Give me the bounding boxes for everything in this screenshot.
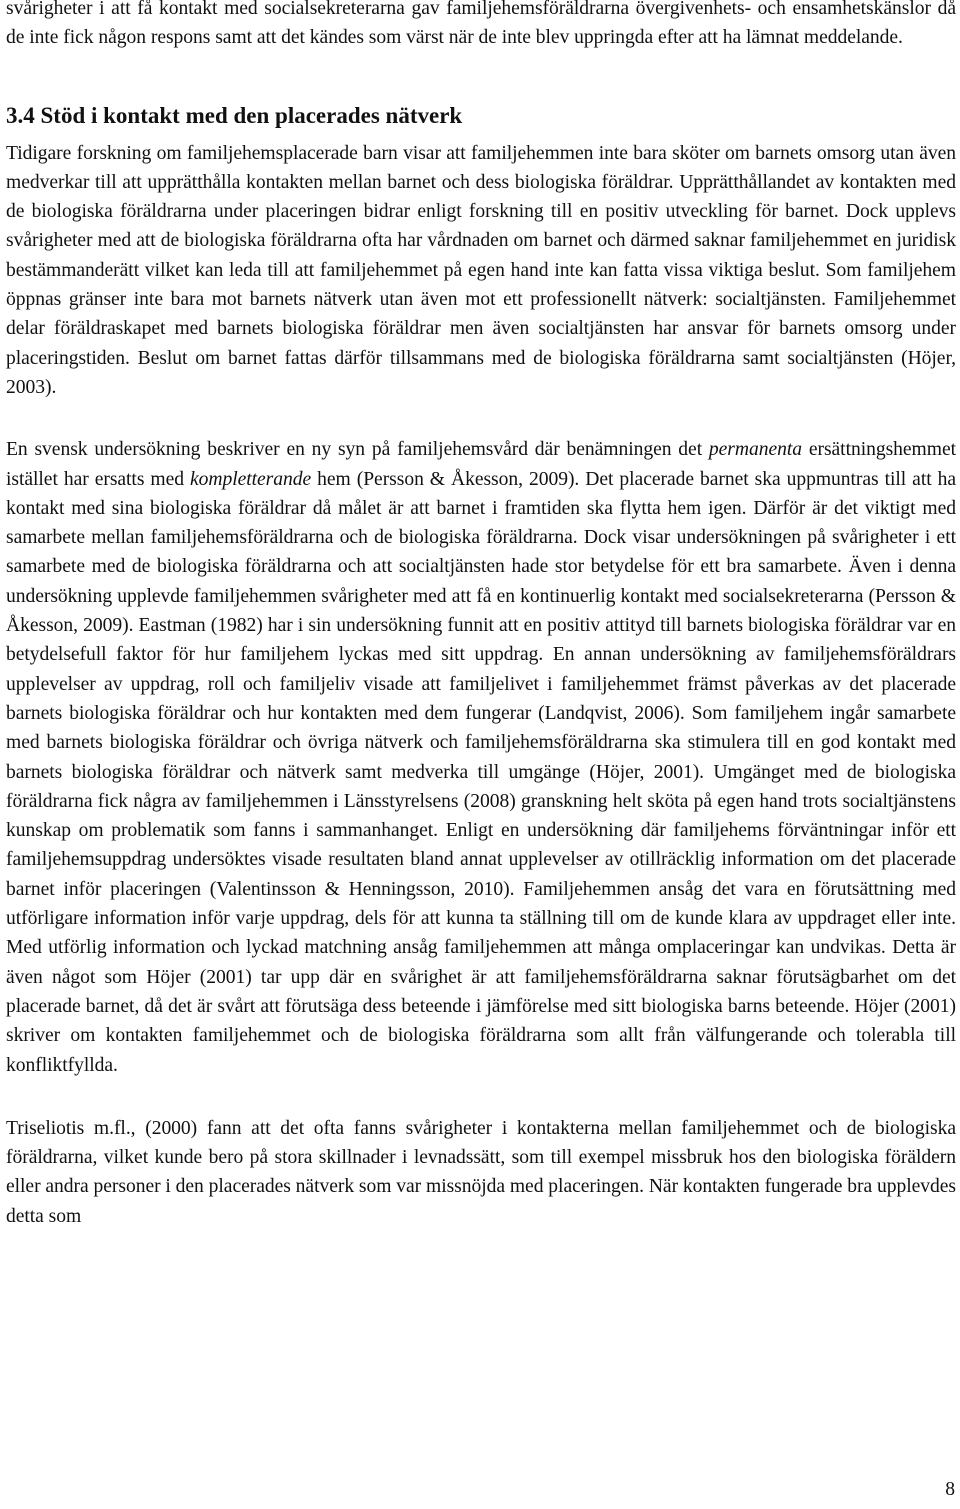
paragraph-2-text-a: En svensk undersökning beskriver en ny syn på familjehemsvård där benämningen det: [6, 439, 709, 461]
body-paragraph-2: [6, 435, 956, 1080]
body-paragraph-1: Tidigare forskning om familjehemsplacerade barn visar att familjehemmen inte bara sköter om barnets omsorg utan även medverkar till att upprätthålla kontakten mellan barnet och dess biologiska föräldrar. Upprätthållandet av kontakten med de biologiska föräldrarna under placeringen bidrar enligt forskning till en positiv utveckling för barnet. Dock upplevs svårigheter med att de biologiska föräldrarna ofta har vårdnaden om barnet och därmed saknar familjehemmet en juridisk bestämmanderätt vilket kan leda till att familjehemmet på egen hand inte kan fatta vissa viktiga beslut. Som familjehem öppnas gränser inte bara mot barnets nätverk utan även mot ett professionellt nätverk: socialtjänsten. Familjehemmet delar föräldraskapet med barnets biologiska föräldrar men även socialtjänsten har ansvar för barnets omsorg under placeringstiden. Beslut om barnet fattas därför tillsammans med de biologiska föräldrarna samt socialtjänsten (Höjer, 2003).: [6, 142, 956, 398]
body-paragraph-3: Triseliotis m.fl., (2000) fann att det ofta fanns svårigheter i kontakterna mellan familjehemmet och de biologiska föräldrarna, vilket kunde bero på stora skillnader i levnadssätt, som till exempel missbruk hos den biologiska föräldern eller andra personer i den placerades nätverk som var missnöjda med placeringen. När kontakten fungerade bra upplevdes detta som: [6, 1117, 957, 1227]
page-number: 8: [945, 1479, 955, 1500]
paragraph-2-text-c: hem (Persson & Åkesson, 2009). Det placerade barnet ska uppmuntras till att ha kontakt med sina biologiska föräldrar då målet är att barnet i framtiden ska flytta hem igen. Därför är det viktigt med samarbete mellan familjehemsföräldrarna och de biologiska föräldrarna. Dock visar undersökningen på svårigheter i ett samarbete med de biologiska föräldrarna och att socialtjänsten hade stor betydelse för ett bra samarbete. Även i denna undersökning upplevde familjehemmen svårigheter med att få en kontinuerlig kontakt med socialsekreterarna (Persson & Åkesson, 2009). Eastman (1982) har i sin undersökning funnit att en positiv attityd till barnets biologiska föräldrar var en betydelsefull faktor för hur familjehem lyckas med sitt uppdrag. En annan undersökning av familjehemsföräldrars upplevelser av uppdrag, roll och familjeliv visade att familjelivet i familjehemmet främst påverkas av det placerade barnets biologiska föräldrar och hur kontakten med dem fungerar (Landqvist, 2006). Som familjehem ingår samarbete med barnets biologiska föräldrar och övriga nätverk och familjehemsföräldrarna ska stimulera till en god kontakt med barnets biologiska föräldrar och nätverk samt medverka till umgänge (Höjer, 2001). Umgänget med de biologiska föräldrarna fick några av familjehemmen i Länsstyrelsens (2008) granskning helt sköta på egen hand trots socialtjänstens kunskap om problematik som fanns i sammanhanget. Enligt en undersökning där familjehems förväntningar inför ett familjehemsuppdrag undersöktes visade resultaten bland annat upplevelser av otillräcklig information om det placerade barnet inför placeringen (Valentinsson & Henningsson, 2010). Familjehemmen ansåg det vara en förutsättning med utförligare information inför varje uppdrag, dels för att kunna ta ställning till om de kunde klara av uppdraget eller inte. Med utförlig information och lyckad matchning ansåg familjehemmen att många omplaceringar kan undvikas. Detta är även något som Höjer (2001) tar upp där en svårighet är att familjehemsföräldrarna saknar förutsägbarhet om det placerade barnet, då det är svårt att förutsäga dess beteende i jämförelse med sitt biologiska barns beteende. Höjer (2001) skriver om kontakten familjehemmet och de biologiska föräldrarna som allt från välfungerande och tolerabla till konfliktfyllda.: [6, 468, 957, 1076]
italic-term-kompletterande: kompletterande: [189, 468, 312, 490]
paragraph-2-text-b: ersättningshemmet istället har ersatts med: [6, 439, 956, 490]
section-heading: 3.4 Stöd i kontakt med den placerades nätverk: [6, 102, 463, 128]
italic-term-permanenta: permanenta: [708, 439, 803, 461]
intro-paragraph: svårigheter i att få kontakt med socialsekreterarna gav familjehemsföräldrarna övergivenhets- och ensamhetskänslor då de inte fick någon respons samt att det kändes som värst när de inte blev uppringda efter att ha lämnat meddelande.: [6, 0, 956, 49]
document-page: [6, 0, 956, 1231]
